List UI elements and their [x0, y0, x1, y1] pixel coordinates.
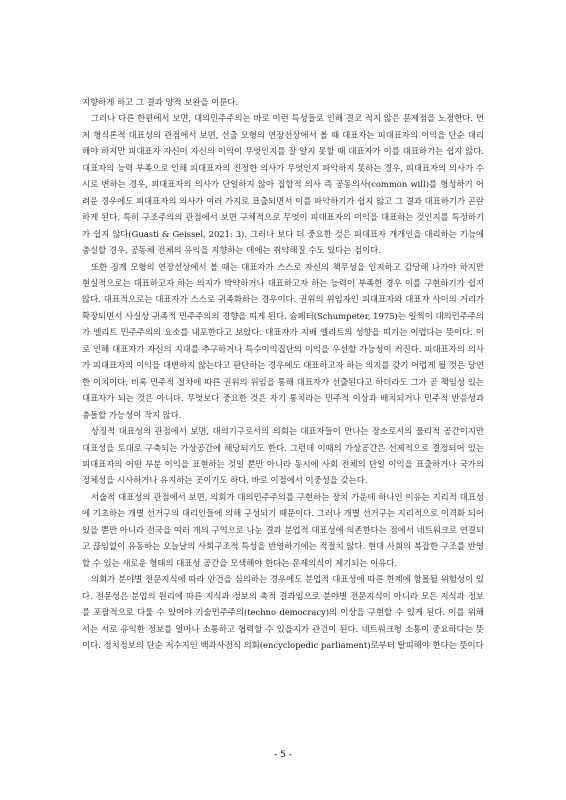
paragraph-2: 그러나 다른 한편에서 보면, 대의민주주의는 바로 이런 특성들로 인해 결코 적지 않은 문제점을 노정한다. 먼저 형식론적 대표성의 관점에서 보면, 선출 모형의 연장선상에서 볼 때 대표자는 피대표자의 이익을 단순 대리해야 하지만 피대표자 자신이 자신의 이익이 무엇인지를 잘 알지 못할 때 대표자가 이를 대표하기는 쉽지 않다. 대표자의 능력 부족으로 인해 피대표자의 진정한 의사가 무엇인지 파악하지 못하는 경우, 피대표자의 의사가 수시로 변하는 경우, 피대표자의 의사가 단일하지 않아 집합적 의사 즉 공동의사(common will)를 형성하기 어려운 경우에도 피대표자의 의사가 여러 가지로 표출되면서 이를 파악하기가 쉽지 않고 그 결과 대표하기가 곤란하게 된다. 특히 구조주의의 관점에서 보면 구체적으로 무엇이 피대표자의 이익을 대표하는 것인지를 특정하기가 쉽지 않다(Guasti & Geissel, 2021: 3). 그러나 보다 더 중요한 것은 피대표자 개개인을 대리하는 기능에 충실할 경우, 공동체 전체의 유익을 지향하는 데에는 취약해질 수도 있다는 점이다.	[82, 113, 484, 256]
paragraph-1: 지향하게 하고 그 결과 양적 보완을 이룬다.	[82, 97, 239, 107]
paragraph-4: 상징적 대표성의 관점에서 보면, 대의기구로서의 의회는 대표자들이 만나는 장소로서의 물리적 공간이지만 대표성을 토대로 구축되는 가상공간에 해당되기도 한다. 그런데 이때의 가상공간은 선제적으로 결정되어 있는 피대표자의 어떤 부분 이익을 표현하는 것일 뿐만 아니라 동시에 사회 전체의 단일 이익을 표출하거나 국가의 정체성을 시사하거나 유지하는 곳이기도 하다. 바로 이점에서 이중성을 갖는다.	[82, 426, 484, 486]
paragraph-6: 의회가 분야별 전문지식에 따라 안건을 심의하는 경우에도 분업적 대표성에 따른 한계에 함몰될 위험성이 있다. 전문성은 분업의 원리에 따른 지식과 정보의 축적 결과임으로 분야별 전문지식이 아니라 모든 지식과 정보를 포괄적으로 다룰 수 있어야 기술민주주의(techno democracy)의 이상을 구현할 수 있게 된다. 이를 위해서는 서로 유익한 정보를 얼마나 소통하고 협력할 수 있을지가 관건이 된다. 네트워크형 소통이 중요하다는 뜻이다. 정치정보의 단순 저수지인 백과사전식 의회(encyclopedic parliament)로부터 탈피해야 한다는 뜻이다	[82, 574, 484, 650]
page-number: - 5 -	[274, 750, 292, 760]
body-text	[82, 94, 484, 653]
paragraph-5: 서술적 대표성의 관점에서 보면, 의회가 대의민주주의를 구현하는 장치 가운데 하나인 이유는 지리적 대표성에 기초하는 개별 선거구의 대리인들에 의해 구성되기 때문이다. 그러나 개별 선거구는 지리적으로 이격화 되어 있을 뿐만 아니라 전국을 여러 개의 구역으로 나눈 결과 분업적 대표성에 의존한다는 점에서 네트워크로 연결되고 끊임없이 유동하는 오늘날의 사회구조적 특성을 반영하기에는 적절치 않다. 현대 사회의 복잡한 구조를 반영할 수 있는 새로운 형태의 대표성 공간을 모색해야 한다는 문제의식이 제기되는 이유다.	[82, 491, 484, 568]
paragraph-3: 또한 징계 모형의 연장선상에서 볼 때는 대표자가 스스로 자신의 책무성을 인지하고 감당해 나가야 하지만 현실적으로는 대표하고자 하는 의지가 박약하거나 대표하고자 하는 능력이 부족한 경우 이를 구현하기가 쉽지 않다. 대표적으로는 대표자가 스스로 귀족화하는 경우이다. 권위의 위임자인 피대표자와 대표자 사이의 거리가 확장되면서 사실상 귀족적 민주주의의 경향을 띠게 된다. 슘페터(Schumpeter, 1975)는 일찍이 대의민주주의가 엘리트 민주주의의 요소를 내포한다고 보았다. 대표자가 지배 엘리트의 성향을 띠기는 어렵다는 뜻이다. 이로 인해 대표자가 자신의 지대를 추구하거나 특수이익집단의 이익을 우선할 가능성이 커진다. 피대표자의 의사가 피대표자의 이익을 대변하지 않는다고 판단하는 경우에도 대표하고자 하는 의지를 갖기 어렵게 될 것은 당연한 이치이다. 비록 민주적 절차에 따른 권위의 위임을 통해 대표자가 선출된다고 하더라도 그가 곧 책임성 있는 대표자가 되는 것은 아니다. 무엇보다 중요한 것은 자기 통치라는 민주적 이상과 배치되거나 민주적 반응성과 충돌할 가능성이 작지 않다.	[82, 261, 484, 420]
